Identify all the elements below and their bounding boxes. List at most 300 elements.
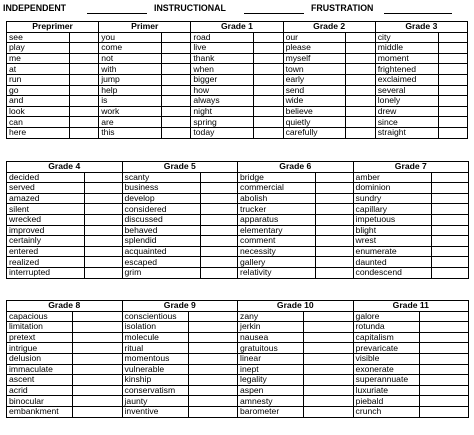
grade-header: Grade 9 [122, 301, 238, 312]
word-cell: thank [191, 53, 254, 64]
table-row [7, 172, 469, 183]
mark-cell[interactable] [200, 204, 238, 215]
word-cell: see [7, 32, 70, 43]
mark-cell[interactable] [419, 385, 469, 396]
word-cell: aspen [238, 385, 304, 396]
word-cell: road [191, 32, 254, 43]
word-cell: served [7, 183, 85, 194]
mark-cell[interactable] [188, 311, 238, 322]
word-cell: barometer [238, 406, 304, 417]
mark-cell[interactable] [431, 214, 469, 225]
mark-cell[interactable] [419, 396, 469, 407]
word-cell: here [7, 127, 70, 138]
mark-cell[interactable] [73, 353, 123, 364]
mark-cell[interactable] [346, 53, 375, 64]
table-row [7, 204, 469, 215]
table-row [7, 85, 468, 96]
mark-cell[interactable] [200, 214, 238, 225]
word-cell: business [122, 183, 200, 194]
word-cell: run [7, 74, 70, 85]
mark-cell[interactable] [73, 311, 123, 322]
table-row [7, 406, 469, 417]
mark-cell[interactable] [346, 43, 375, 54]
word-cell: capitalism [353, 332, 419, 343]
mark-cell[interactable] [419, 343, 469, 354]
word-cell: ascent [7, 375, 73, 386]
word-cell: capillary [353, 204, 431, 215]
mark-cell[interactable] [73, 322, 123, 333]
word-cell: develop [122, 193, 200, 204]
mark-cell[interactable] [316, 257, 354, 268]
mark-cell[interactable] [254, 96, 283, 107]
independent-label: INDEPENDENT [3, 3, 67, 13]
word-cell: live [191, 43, 254, 54]
word-cell: when [191, 64, 254, 75]
word-cell: look [7, 106, 70, 117]
mark-cell[interactable] [85, 257, 123, 268]
table-row [7, 74, 468, 85]
mark-cell[interactable] [346, 74, 375, 85]
table-row [7, 183, 469, 194]
mark-cell[interactable] [69, 43, 98, 54]
word-cell: linear [238, 353, 304, 364]
mark-cell[interactable] [419, 322, 469, 333]
mark-cell[interactable] [162, 53, 191, 64]
word-cell: amnesty [238, 396, 304, 407]
word-cell: myself [283, 53, 346, 64]
table-row [7, 396, 469, 407]
mark-cell[interactable] [85, 236, 123, 247]
mark-cell[interactable] [346, 127, 375, 138]
word-cell: several [375, 85, 438, 96]
mark-cell[interactable] [438, 64, 467, 75]
mark-cell[interactable] [188, 343, 238, 354]
word-cell: ritual [122, 343, 188, 354]
mark-cell[interactable] [69, 85, 98, 96]
mark-cell[interactable] [438, 85, 467, 96]
mark-cell[interactable] [431, 172, 469, 183]
mark-cell[interactable] [316, 204, 354, 215]
mark-cell[interactable] [431, 246, 469, 257]
mark-cell[interactable] [254, 106, 283, 117]
word-cell: spring [191, 117, 254, 128]
mark-cell[interactable] [431, 204, 469, 215]
word-cell: exclaimed [375, 74, 438, 85]
word-cell: rotunda [353, 322, 419, 333]
mark-cell[interactable] [188, 406, 238, 417]
mark-cell[interactable] [162, 127, 191, 138]
mark-cell[interactable] [188, 364, 238, 375]
mark-cell[interactable] [304, 396, 354, 407]
word-cell: immaculate [7, 364, 73, 375]
mark-cell[interactable] [316, 225, 354, 236]
word-cell: always [191, 96, 254, 107]
word-cell: amazed [7, 193, 85, 204]
word-cell: play [7, 43, 70, 54]
word-cell: vulnerable [122, 364, 188, 375]
mark-cell[interactable] [162, 117, 191, 128]
mark-cell[interactable] [200, 267, 238, 278]
mark-cell[interactable] [419, 332, 469, 343]
table-row [7, 106, 468, 117]
mark-cell[interactable] [200, 172, 238, 183]
mark-cell[interactable] [346, 32, 375, 43]
mark-cell[interactable] [162, 32, 191, 43]
word-cell: bridge [238, 172, 316, 183]
frustration-label: FRUSTRATION [311, 3, 374, 13]
mark-cell[interactable] [85, 172, 123, 183]
word-cell: conscientious [122, 311, 188, 322]
word-cell: exonerate [353, 364, 419, 375]
mark-cell[interactable] [419, 353, 469, 364]
mark-cell[interactable] [346, 96, 375, 107]
word-cell: gallery [238, 257, 316, 268]
word-cell: is [99, 96, 162, 107]
word-cell: splendid [122, 236, 200, 247]
mark-cell[interactable] [419, 364, 469, 375]
mark-cell[interactable] [69, 96, 98, 107]
mark-cell[interactable] [69, 64, 98, 75]
word-cell: our [283, 32, 346, 43]
word-cell: legality [238, 375, 304, 386]
mark-cell[interactable] [188, 385, 238, 396]
table-row [7, 364, 469, 375]
word-cell: entered [7, 246, 85, 257]
mark-cell[interactable] [188, 353, 238, 364]
table-row [7, 214, 469, 225]
mark-cell[interactable] [69, 74, 98, 85]
table-row [7, 64, 468, 75]
word-cell: silent [7, 204, 85, 215]
word-cell: zany [238, 311, 304, 322]
word-cell: quietly [283, 117, 346, 128]
frustration-blank [384, 13, 452, 14]
mark-cell[interactable] [346, 106, 375, 117]
mark-cell[interactable] [419, 375, 469, 386]
mark-cell[interactable] [85, 183, 123, 194]
word-cell: town [283, 64, 346, 75]
mark-cell[interactable] [438, 117, 467, 128]
word-cell: relativity [238, 267, 316, 278]
instructional-blank [244, 13, 304, 14]
grade-header: Grade 5 [122, 162, 238, 173]
word-cell: condescend [353, 267, 431, 278]
word-cell: galore [353, 311, 419, 322]
word-cell: early [283, 74, 346, 85]
mark-cell[interactable] [316, 214, 354, 225]
table-row [7, 53, 468, 64]
mark-cell[interactable] [431, 225, 469, 236]
word-cell: wrecked [7, 214, 85, 225]
word-cell: straight [375, 127, 438, 138]
word-cell: and [7, 96, 70, 107]
word-cell: night [191, 106, 254, 117]
word-table-grade-4-to-7 [6, 161, 469, 279]
mark-cell[interactable] [162, 43, 191, 54]
word-cell: embankment [7, 406, 73, 417]
word-cell: crunch [353, 406, 419, 417]
mark-cell[interactable] [69, 127, 98, 138]
table-row [7, 375, 469, 386]
mark-cell[interactable] [200, 236, 238, 247]
mark-cell[interactable] [85, 246, 123, 257]
mark-cell[interactable] [304, 385, 354, 396]
word-cell: enumerate [353, 246, 431, 257]
grade-header: Grade 11 [353, 301, 469, 312]
table-row [7, 193, 469, 204]
word-cell: send [283, 85, 346, 96]
mark-cell[interactable] [69, 117, 98, 128]
grade-header: Grade 4 [7, 162, 123, 173]
mark-cell[interactable] [304, 343, 354, 354]
word-cell: believe [283, 106, 346, 117]
word-cell: scanty [122, 172, 200, 183]
word-cell: prevaricate [353, 343, 419, 354]
mark-cell[interactable] [254, 127, 283, 138]
word-cell: are [99, 117, 162, 128]
mark-cell[interactable] [69, 32, 98, 43]
mark-cell[interactable] [304, 322, 354, 333]
word-cell: middle [375, 43, 438, 54]
mark-cell[interactable] [304, 406, 354, 417]
table-row [7, 322, 469, 333]
mark-cell[interactable] [431, 183, 469, 194]
word-cell: delusion [7, 353, 73, 364]
mark-cell[interactable] [85, 193, 123, 204]
independent-blank [87, 13, 147, 14]
table-row [7, 311, 469, 322]
word-cell: grim [122, 267, 200, 278]
grade-header: Primer [99, 22, 191, 33]
mark-cell[interactable] [304, 332, 354, 343]
mark-cell[interactable] [316, 183, 354, 194]
mark-cell[interactable] [73, 332, 123, 343]
mark-cell[interactable] [73, 364, 123, 375]
word-cell: bigger [191, 74, 254, 85]
word-cell: with [99, 64, 162, 75]
mark-cell[interactable] [316, 236, 354, 247]
word-cell: binocular [7, 396, 73, 407]
mark-cell[interactable] [73, 385, 123, 396]
mark-cell[interactable] [188, 375, 238, 386]
grade-header-row [7, 22, 468, 33]
mark-cell[interactable] [85, 267, 123, 278]
mark-cell[interactable] [304, 353, 354, 364]
mark-cell[interactable] [438, 74, 467, 85]
table-row [7, 267, 469, 278]
word-cell: go [7, 85, 70, 96]
word-cell: nausea [238, 332, 304, 343]
word-cell: apparatus [238, 214, 316, 225]
word-cell: piebald [353, 396, 419, 407]
mark-cell[interactable] [73, 406, 123, 417]
mark-cell[interactable] [431, 257, 469, 268]
mark-cell[interactable] [438, 127, 467, 138]
word-cell: city [375, 32, 438, 43]
mark-cell[interactable] [254, 74, 283, 85]
mark-cell[interactable] [346, 117, 375, 128]
word-cell: escaped [122, 257, 200, 268]
table-row [7, 127, 468, 138]
word-cell: frightened [375, 64, 438, 75]
word-table-preprimer-to-grade-3 [6, 21, 468, 139]
mark-cell[interactable] [346, 85, 375, 96]
mark-cell[interactable] [188, 332, 238, 343]
mark-cell[interactable] [419, 311, 469, 322]
mark-cell[interactable] [419, 406, 469, 417]
word-cell: blight [353, 225, 431, 236]
mark-cell[interactable] [304, 364, 354, 375]
table-row [7, 343, 469, 354]
word-cell: come [99, 43, 162, 54]
word-cell: wide [283, 96, 346, 107]
mark-cell[interactable] [69, 53, 98, 64]
mark-cell[interactable] [254, 117, 283, 128]
mark-cell[interactable] [431, 236, 469, 247]
mark-cell[interactable] [316, 246, 354, 257]
mark-cell[interactable] [346, 64, 375, 75]
mark-cell[interactable] [254, 85, 283, 96]
mark-cell[interactable] [254, 53, 283, 64]
word-cell: considered [122, 204, 200, 215]
word-cell: isolation [122, 322, 188, 333]
table-row [7, 332, 469, 343]
grade-header-row [7, 162, 469, 173]
word-cell: carefully [283, 127, 346, 138]
mark-cell[interactable] [200, 246, 238, 257]
mark-cell[interactable] [438, 43, 467, 54]
word-cell: abolish [238, 193, 316, 204]
mark-cell[interactable] [304, 311, 354, 322]
table-row [7, 117, 468, 128]
word-cell: interrupted [7, 267, 85, 278]
word-cell: molecule [122, 332, 188, 343]
word-cell: at [7, 64, 70, 75]
mark-cell[interactable] [438, 53, 467, 64]
mark-cell[interactable] [200, 193, 238, 204]
word-cell: conservatism [122, 385, 188, 396]
word-cell: capacious [7, 311, 73, 322]
word-cell: inept [238, 364, 304, 375]
word-cell: realized [7, 257, 85, 268]
mark-cell[interactable] [85, 214, 123, 225]
mark-cell[interactable] [438, 106, 467, 117]
word-cell: impetuous [353, 214, 431, 225]
grade-header: Grade 3 [375, 22, 467, 33]
word-cell: pretext [7, 332, 73, 343]
mark-cell[interactable] [304, 375, 354, 386]
grade-header: Preprimer [7, 22, 99, 33]
word-cell: kinship [122, 375, 188, 386]
score-header [3, 2, 471, 16]
word-cell: since [375, 117, 438, 128]
word-cell: decided [7, 172, 85, 183]
word-cell: luxuriate [353, 385, 419, 396]
word-cell: acrid [7, 385, 73, 396]
mark-cell[interactable] [431, 193, 469, 204]
mark-cell[interactable] [69, 106, 98, 117]
grade-header-row [7, 301, 469, 312]
word-cell: work [99, 106, 162, 117]
mark-cell[interactable] [200, 257, 238, 268]
table-row [7, 236, 469, 247]
mark-cell[interactable] [200, 225, 238, 236]
word-cell: please [283, 43, 346, 54]
word-cell: moment [375, 53, 438, 64]
word-cell: inventive [122, 406, 188, 417]
mark-cell[interactable] [316, 172, 354, 183]
mark-cell[interactable] [73, 375, 123, 386]
word-cell: daunted [353, 257, 431, 268]
word-cell: comment [238, 236, 316, 247]
mark-cell[interactable] [431, 267, 469, 278]
word-cell: jaunty [122, 396, 188, 407]
word-cell: today [191, 127, 254, 138]
word-cell: trucker [238, 204, 316, 215]
word-cell: not [99, 53, 162, 64]
mark-cell[interactable] [316, 193, 354, 204]
word-cell: necessity [238, 246, 316, 257]
mark-cell[interactable] [188, 322, 238, 333]
mark-cell[interactable] [162, 96, 191, 107]
word-cell: elementary [238, 225, 316, 236]
table-row [7, 96, 468, 107]
word-cell: improved [7, 225, 85, 236]
mark-cell[interactable] [254, 32, 283, 43]
word-cell: discussed [122, 214, 200, 225]
word-cell: gratuitous [238, 343, 304, 354]
word-cell: wrest [353, 236, 431, 247]
table-row [7, 353, 469, 364]
mark-cell[interactable] [200, 183, 238, 194]
mark-cell[interactable] [254, 43, 283, 54]
grade-header: Grade 8 [7, 301, 123, 312]
instructional-label: INSTRUCTIONAL [154, 3, 226, 13]
mark-cell[interactable] [162, 74, 191, 85]
word-cell: drew [375, 106, 438, 117]
mark-cell[interactable] [85, 204, 123, 215]
mark-cell[interactable] [254, 64, 283, 75]
word-cell: momentous [122, 353, 188, 364]
mark-cell[interactable] [85, 225, 123, 236]
table-row [7, 257, 469, 268]
mark-cell[interactable] [73, 343, 123, 354]
mark-cell[interactable] [162, 85, 191, 96]
grade-header: Grade 6 [238, 162, 354, 173]
word-cell: sundry [353, 193, 431, 204]
word-cell: certainly [7, 236, 85, 247]
word-cell: amber [353, 172, 431, 183]
word-cell: visible [353, 353, 419, 364]
word-cell: lonely [375, 96, 438, 107]
grade-header: Grade 1 [191, 22, 283, 33]
table-row [7, 225, 469, 236]
mark-cell[interactable] [438, 32, 467, 43]
mark-cell[interactable] [438, 96, 467, 107]
word-cell: limitation [7, 322, 73, 333]
table-row [7, 43, 468, 54]
word-cell: can [7, 117, 70, 128]
mark-cell[interactable] [73, 396, 123, 407]
word-cell: behaved [122, 225, 200, 236]
mark-cell[interactable] [188, 396, 238, 407]
table-row [7, 246, 469, 257]
mark-cell[interactable] [162, 64, 191, 75]
mark-cell[interactable] [316, 267, 354, 278]
mark-cell[interactable] [162, 106, 191, 117]
word-cell: intrigue [7, 343, 73, 354]
word-cell: jump [99, 74, 162, 85]
